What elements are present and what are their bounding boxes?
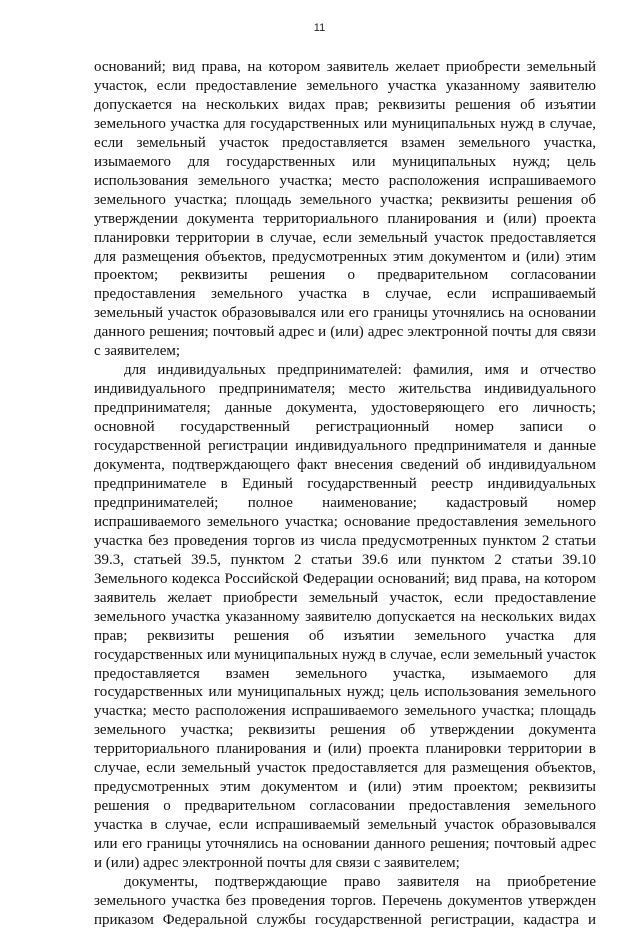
paragraph-legal-entity-continuation: оснований; вид права, на котором заявитель желает приобрести земельный участок, если предоставление земельного участка указанному заявителю допускается на нескольких видах прав; реквизиты решения об изъятии земельного участка для государственных или муниципальных нужд в случае, если земельный участок предоставляется взамен земельного участка, изымаемого для государственных или муниципальных нужд; цель использования земельного участка; место расположения испрашиваемого земельного участка; площадь земельного участка; реквизиты решения об утверждении документа территориального планирования и (или) проекта планировки территории в случае, если земельный участок предоставляется для размещения объектов, предусмотренных этим документом и (или) этим проектом; реквизиты решения о предварительном согласовании предоставления земельного участка в случае, если испрашиваемый земельный участок образовывался или его границы уточнялись на основании данного решения; почтовый адрес и (или) адрес электронной почты для связи с заявителем; bbox=[94, 59, 596, 360]
paragraph-individual-entrepreneurs: для индивидуальных предпринимателей: фамилия, имя и отчество индивидуального предпринимателя; место жительства индивидуального предпринимателя; данные документа, удостоверяющего его личность; основной государственный регистрационный номер записи о государственной регистрации индивидуального предпринимателя и данные документа, подтверждающего факт внесения сведений об индивидуальном предпринимателе в Единый государственный реестр индивидуальных предпринимателей; полное наименование; кадастровый номер испрашиваемого земельного участка; основание предоставления земельного участка без проведения торгов из числа предусмотренных пунктом 2 статьи 39.3, статьей 39.5, пунктом 2 статьи 39.6 или пунктом 2 статьи 39.10 Земельного кодекса Российской Федерации оснований; вид права, на котором заявитель желает приобрести земельный участок, если предоставление земельного участка указанному заявителю допускается на нескольких видах прав; реквизиты решения об изъятии земельного участка для государственных или муниципальных нужд в случае, если земельный участок предоставляется взамен земельного участка, изымаемого для государственных или муниципальных нужд; цель использования земельного участка; место расположения испрашиваемого земельного участка; площадь земельного участка; реквизиты решения об утверждении документа территориального планирования и (или) проекта планировки территории в случае, если земельный участок предоставляется для размещения объектов, предусмотренных этим документом и (или) этим проектом; реквизиты решения о предварительном согласовании предоставления земельного участка в случае, если испрашиваемый земельный участок образовывался или его границы уточнялись на основании данного решения; почтовый адрес и (или) адрес электронной почты для связи с заявителем; bbox=[94, 362, 596, 872]
body-text bbox=[94, 58, 596, 930]
page-number: 11 bbox=[313, 22, 326, 34]
paragraph-supporting-documents: документы, подтверждающие право заявителя на приобретение земельного участка без проведения торгов. Перечень документов утвержден приказом Федеральной службы государственной регистрации, кадастра и bbox=[94, 873, 596, 928]
